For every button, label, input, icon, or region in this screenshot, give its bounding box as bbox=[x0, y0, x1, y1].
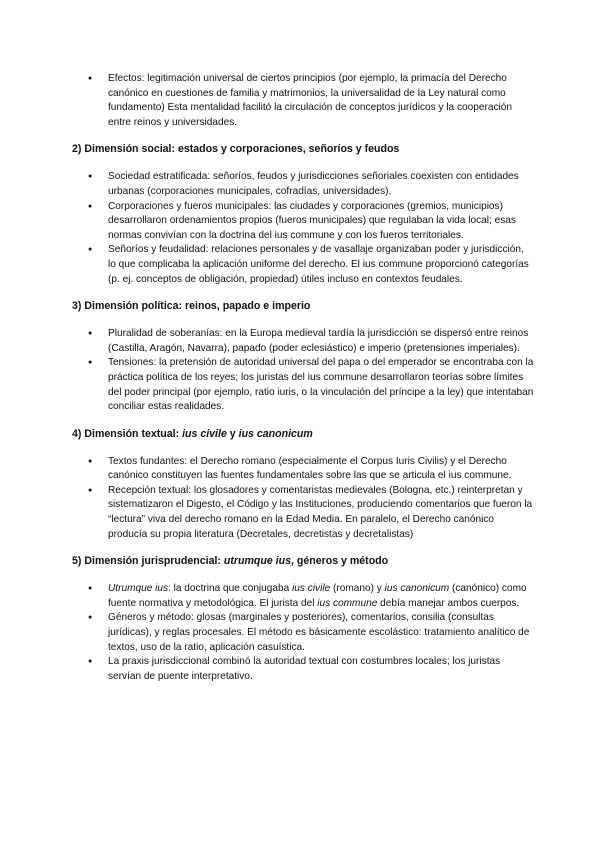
bullet-list bbox=[72, 455, 534, 543]
text-run: Sociedad estratificada: señoríos, feudos y jurisdicciones señoriales coexisten con entidades urbanas (corporaciones municipales, cofradías, universidades). bbox=[108, 171, 519, 197]
text-run: y bbox=[226, 427, 239, 440]
bullet-list bbox=[72, 72, 534, 130]
text-run: : la doctrina que conjugaba bbox=[168, 583, 293, 595]
text-run: Recepción textual: los glosadores y comentaristas medievales (Bologna, etc.) reinterpretan y sistematizaron el Digesto, el Código y las Instituciones, produciendo comentarios que fueron la “lectura” viva del derecho romano en la Edad Media. En paralelo, el Derecho canónico producía su propia literatura (Decretales, decretistas y decretalistas) bbox=[108, 484, 533, 540]
list-item bbox=[72, 356, 534, 414]
italic-term: ius civile bbox=[182, 427, 227, 440]
text-run: Señoríos y feudalidad: relaciones personales y de vasallaje organizaban poder y jurisdicción, lo que complicaba la aplicación uniforme del derecho. El ius commune proporcionó categorías (p. ej. conceptos de obligación, propiedad) útiles incluso en contextos feudales. bbox=[108, 244, 529, 285]
text-run: Efectos: legitimación universal de ciertos principios (por ejemplo, la primacía del Derecho canónico en cuestiones de familia y matrimonios, la universalidad de la Ley natural como fundamento) Esta mentalidad facilitó la circulación de conceptos jurídicos y la cooperación entre reinos y universidades. bbox=[108, 73, 512, 128]
italic-term: ius civile bbox=[292, 583, 331, 595]
text-run: Géneros y método: glosas (marginales y posteriores), comentarios, consilia (consultas jurídicas), y reglas procesales. El método es básicamente escolástico: tratamiento analítico de textos, uso de la ratio, aplicación casuística. bbox=[108, 612, 530, 653]
document-body bbox=[72, 72, 534, 684]
italic-term: ius commune bbox=[317, 597, 378, 609]
text-run: 2) Dimensión social: estados y corporaciones, señoríos y feudos bbox=[72, 143, 400, 156]
text-run: Pluralidad de soberanías: en la Europa medieval tardía la jurisdicción se dispersó entre reinos (Castilla, Aragón, Navarra), papado (poder eclesiástico) e imperio (pretensiones imperiales). bbox=[108, 328, 529, 354]
text-run: , géneros y método bbox=[290, 555, 389, 568]
italic-term: ius canonicum bbox=[384, 583, 450, 595]
section-heading bbox=[72, 142, 534, 156]
section-0 bbox=[72, 72, 534, 130]
bullet-list bbox=[72, 327, 534, 415]
text-run: (canónico) como fuente normativa y metodológica. El jurista del bbox=[108, 583, 527, 609]
italic-term: Utrumque ius bbox=[108, 583, 169, 595]
text-run: 4) Dimensión textual: bbox=[72, 427, 183, 440]
text-run: La praxis jurisdiccional combinó la autoridad textual con costumbres locales; los juristas servían de puente interpretativo. bbox=[108, 656, 501, 682]
list-item bbox=[72, 243, 534, 287]
section-3 bbox=[72, 427, 534, 543]
list-item bbox=[72, 170, 534, 199]
list-item bbox=[72, 200, 534, 244]
list-item bbox=[72, 582, 534, 611]
list-item bbox=[72, 484, 534, 542]
list-item bbox=[72, 455, 534, 484]
section-heading bbox=[72, 299, 534, 313]
section-2 bbox=[72, 299, 534, 415]
section-heading bbox=[72, 554, 534, 568]
list-item bbox=[72, 72, 534, 130]
italic-term: ius canonicum bbox=[238, 427, 313, 440]
italic-term: utrumque ius bbox=[223, 555, 291, 568]
text-run: debía manejar ambos cuerpos. bbox=[377, 597, 520, 609]
text-run: 3) Dimensión política: reinos, papado e imperio bbox=[72, 300, 311, 313]
section-1 bbox=[72, 142, 534, 287]
section-heading bbox=[72, 427, 534, 441]
text-run: Tensiones: la pretensión de autoridad universal del papa o del emperador se encontraba con la práctica política de los reyes; los juristas del ius commune desarrollaron teorías sobre límites del poder principal (por ejemplo, ratio iuris, o la vinculación del príncipe a la ley) que intentaban conciliar estas realidades. bbox=[108, 357, 534, 413]
section-4 bbox=[72, 554, 534, 684]
text-run: (romano) y bbox=[330, 583, 385, 595]
text-run: Textos fundantes: el Derecho romano (especialmente el Corpus Iuris Civilis) y el Derecho canónico constituyen las fuentes fundamentales sobre las que se articula el ius commune. bbox=[108, 455, 512, 482]
list-item bbox=[72, 655, 534, 684]
text-run: 5) Dimensión jurisprudencial: bbox=[72, 555, 224, 568]
list-item bbox=[72, 611, 534, 655]
text-run: Corporaciones y fueros municipales: las ciudades y corporaciones (gremios, municipios) desarrollaron ordenamientos propios (fueros municipales) que regulaban la vida local; esas normas convivían con la doctrina del ius commune y con los fueros territoriales. bbox=[108, 200, 516, 241]
bullet-list bbox=[72, 170, 534, 287]
list-item bbox=[72, 327, 534, 356]
bullet-list bbox=[72, 582, 534, 684]
